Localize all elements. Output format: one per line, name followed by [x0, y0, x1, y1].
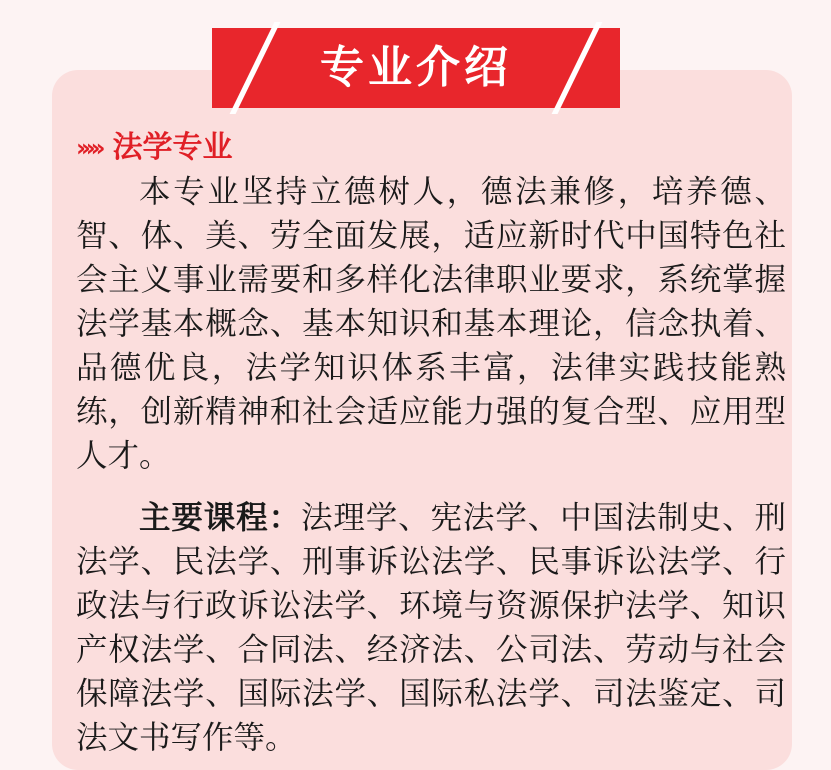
section-heading — [76, 128, 232, 168]
courses-paragraph — [76, 496, 786, 760]
courses-list: 法理学、宪法学、中国法制史、刑法学、民法学、刑事诉讼法学、民事诉讼法学、行政法与行政诉讼法学、环境与资源保护法学、知识产权法学、合同法、经济法、公司法、劳动与社会保障法学、国际法学、国际私法学、司法鉴定、司法文书写作等。 — [76, 500, 786, 756]
intro-paragraph: 本专业坚持立德树人，德法兼修，培养德、智、体、美、劳全面发展，适应新时代中国特色社会主义事业需要和多样化法律职业要求，系统掌握法学基本概念、基本知识和基本理论，信念执着、品德优良，法学知识体系丰富，法律实践技能熟练，创新精神和社会适应能力强的复合型、应用型人才。 — [76, 174, 786, 474]
courses-label: 主要课程： — [139, 500, 301, 536]
header-banner — [212, 28, 620, 108]
section-title: 法学专业 — [112, 130, 233, 165]
page-title: 专业介绍 — [320, 42, 512, 93]
chevron-right-icon: ››››› — [76, 134, 101, 162]
section-body — [76, 170, 786, 760]
